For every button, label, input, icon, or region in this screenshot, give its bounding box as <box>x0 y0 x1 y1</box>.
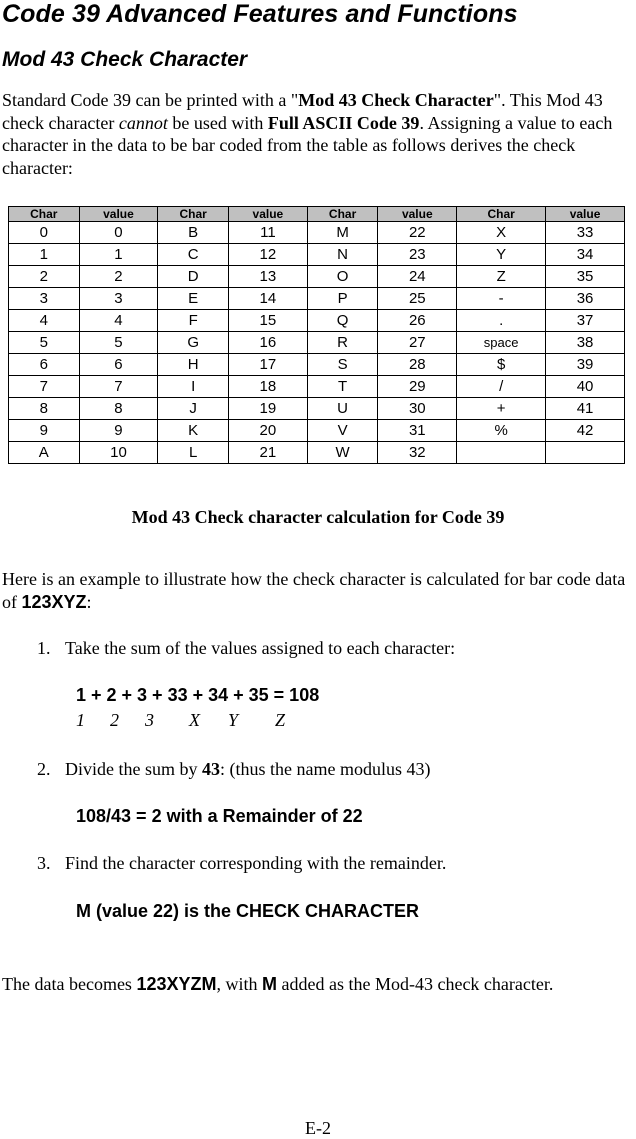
value-cell: 22 <box>378 222 457 244</box>
value-cell: 12 <box>228 244 307 266</box>
header-cell: value <box>378 207 457 222</box>
table-row <box>9 310 625 332</box>
intro-text: ". This Mod 43 check character <box>2 90 603 133</box>
value-cell <box>546 442 625 464</box>
char-cell: space <box>457 332 546 354</box>
char-cell: V <box>307 420 378 442</box>
table-row <box>9 266 625 288</box>
value-cell: 13 <box>228 266 307 288</box>
intro-paragraph <box>2 89 632 179</box>
char-cell: Z <box>457 266 546 288</box>
value-cell: 39 <box>546 354 625 376</box>
example-paragraph <box>2 568 636 613</box>
value-cell: 10 <box>79 442 158 464</box>
value-cell: 17 <box>228 354 307 376</box>
value-cell: 21 <box>228 442 307 464</box>
value-cell: 32 <box>378 442 457 464</box>
conclusion-code: 123XYZM <box>136 974 217 994</box>
value-cell: 26 <box>378 310 457 332</box>
value-cell: 20 <box>228 420 307 442</box>
char-cell: P <box>307 288 378 310</box>
value-cell: 7 <box>79 376 158 398</box>
char-cell: H <box>158 354 229 376</box>
header-cell: value <box>228 207 307 222</box>
value-cell: 8 <box>79 398 158 420</box>
char-cell: 6 <box>9 354 80 376</box>
char-cell: 0 <box>9 222 80 244</box>
char-cell: O <box>307 266 378 288</box>
char-cell: L <box>158 442 229 464</box>
sum-formula: 1 + 2 + 3 + 33 + 34 + 35 = 108 <box>76 685 320 705</box>
value-cell: 35 <box>546 266 625 288</box>
char-cell: 5 <box>9 332 80 354</box>
section-title: Mod 43 Check Character <box>2 48 248 71</box>
char-cell: G <box>158 332 229 354</box>
step-number: 2. <box>37 759 51 779</box>
char-cell: N <box>307 244 378 266</box>
value-cell: 37 <box>546 310 625 332</box>
char-cell: T <box>307 376 378 398</box>
value-cell: 15 <box>228 310 307 332</box>
value-cell: 1 <box>79 244 158 266</box>
table-row <box>9 354 625 376</box>
char-cell: I <box>158 376 229 398</box>
intro-text: be used with <box>167 112 268 133</box>
char-label: Z <box>275 710 286 730</box>
intro-italic-cannot: cannot <box>118 112 168 133</box>
step-3 <box>37 853 446 874</box>
intro-bold-mod43: Mod 43 Check Character <box>298 90 494 110</box>
char-cell: J <box>158 398 229 420</box>
value-cell: 38 <box>546 332 625 354</box>
division-result: 108/43 = 2 with a Remainder of 22 <box>76 806 363 826</box>
step-text: Find the character corresponding with the remainder. <box>65 853 447 873</box>
value-cell: 3 <box>79 288 158 310</box>
char-cell: + <box>457 398 546 420</box>
char-cell: 1 <box>9 244 80 266</box>
conclusion-text: added as the Mod-43 check character. <box>277 974 554 994</box>
table-row <box>9 332 625 354</box>
char-cell: S <box>307 354 378 376</box>
value-cell: 30 <box>378 398 457 420</box>
value-cell: 25 <box>378 288 457 310</box>
char-label: X <box>189 710 200 730</box>
conclusion-text: The data becomes <box>2 974 137 994</box>
intro-bold-full-ascii: Full ASCII Code 39 <box>267 112 420 133</box>
value-cell: 16 <box>228 332 307 354</box>
table-row <box>9 420 625 442</box>
value-cell: 9 <box>79 420 158 442</box>
value-cell: 14 <box>228 288 307 310</box>
char-cell: C <box>158 244 229 266</box>
char-cell: U <box>307 398 378 420</box>
char-cell: 9 <box>9 420 80 442</box>
char-label: 3 <box>145 710 154 730</box>
step-number: 3. <box>37 853 51 873</box>
mod43-value-table <box>8 206 625 464</box>
conclusion-text: , with <box>216 974 262 994</box>
value-cell: 11 <box>228 222 307 244</box>
char-cell: K <box>158 420 229 442</box>
header-cell: Char <box>158 207 229 222</box>
char-cell: 4 <box>9 310 80 332</box>
table-row <box>9 222 625 244</box>
header-cell: Char <box>9 207 80 222</box>
conclusion-check-char: M <box>262 974 277 994</box>
table-row <box>9 244 625 266</box>
table-row <box>9 376 625 398</box>
step-2 <box>37 759 430 780</box>
value-cell: 29 <box>378 376 457 398</box>
check-character-result: M (value 22) is the CHECK CHARACTER <box>76 901 420 921</box>
table-row <box>9 288 625 310</box>
example-text: : <box>86 591 92 612</box>
page-number: E-2 <box>305 1118 331 1138</box>
value-cell: 34 <box>546 244 625 266</box>
char-cell: M <box>307 222 378 244</box>
table-header-row <box>9 207 625 222</box>
value-cell: 19 <box>228 398 307 420</box>
step-1 <box>37 638 455 659</box>
header-cell: value <box>79 207 158 222</box>
char-cell: 7 <box>9 376 80 398</box>
step-text: Divide the sum by <box>65 759 202 779</box>
value-cell: 28 <box>378 354 457 376</box>
conclusion-paragraph <box>2 973 562 996</box>
char-cell: X <box>457 222 546 244</box>
value-cell: 5 <box>79 332 158 354</box>
value-cell: 23 <box>378 244 457 266</box>
step-number: 1. <box>37 638 51 658</box>
value-cell: 24 <box>378 266 457 288</box>
char-cell: E <box>158 288 229 310</box>
header-cell: value <box>546 207 625 222</box>
table-row <box>9 442 625 464</box>
char-cell: A <box>9 442 80 464</box>
value-cell: 36 <box>546 288 625 310</box>
char-cell: Q <box>307 310 378 332</box>
intro-text: . Assigning a value to each character in the data to be bar coded from the table as follows derives the check character: <box>2 112 613 178</box>
table-row <box>9 398 625 420</box>
value-cell: 6 <box>79 354 158 376</box>
char-label: 1 <box>76 710 85 730</box>
value-cell: 0 <box>79 222 158 244</box>
char-cell: D <box>158 266 229 288</box>
value-cell: 42 <box>546 420 625 442</box>
example-text: Here is an example to illustrate how the check character is calculated for bar code data of <box>2 569 626 612</box>
table-body <box>9 222 625 464</box>
value-cell: 40 <box>546 376 625 398</box>
char-cell: B <box>158 222 229 244</box>
char-cell: W <box>307 442 378 464</box>
value-cell: 27 <box>378 332 457 354</box>
value-cell: 4 <box>79 310 158 332</box>
value-cell: 18 <box>228 376 307 398</box>
intro-text: Standard Code 39 can be printed with a " <box>2 90 299 110</box>
example-code: 123XYZ <box>21 591 87 612</box>
char-cell: 8 <box>9 398 80 420</box>
value-cell: 41 <box>546 398 625 420</box>
char-cell: Y <box>457 244 546 266</box>
value-cell: 33 <box>546 222 625 244</box>
header-cell: Char <box>307 207 378 222</box>
char-cell: 3 <box>9 288 80 310</box>
header-cell: Char <box>457 207 546 222</box>
value-cell: 2 <box>79 266 158 288</box>
char-cell: - <box>457 288 546 310</box>
char-cell: $ <box>457 354 546 376</box>
char-cell: . <box>457 310 546 332</box>
char-cell: 2 <box>9 266 80 288</box>
step-text: : (thus the name modulus 43) <box>220 759 431 779</box>
char-label: Y <box>228 710 239 730</box>
char-cell: / <box>457 376 546 398</box>
char-cell: F <box>158 310 229 332</box>
char-cell <box>457 442 546 464</box>
table-caption: Mod 43 Check character calculation for Code 39 <box>131 507 505 527</box>
step-text: Take the sum of the values assigned to each character: <box>65 638 456 658</box>
char-label: 2 <box>110 710 119 730</box>
char-cell: % <box>457 420 546 442</box>
char-cell: R <box>307 332 378 354</box>
page-title: Code 39 Advanced Features and Functions <box>2 0 518 28</box>
step-bold-divisor: 43 <box>202 759 220 779</box>
value-cell: 31 <box>378 420 457 442</box>
